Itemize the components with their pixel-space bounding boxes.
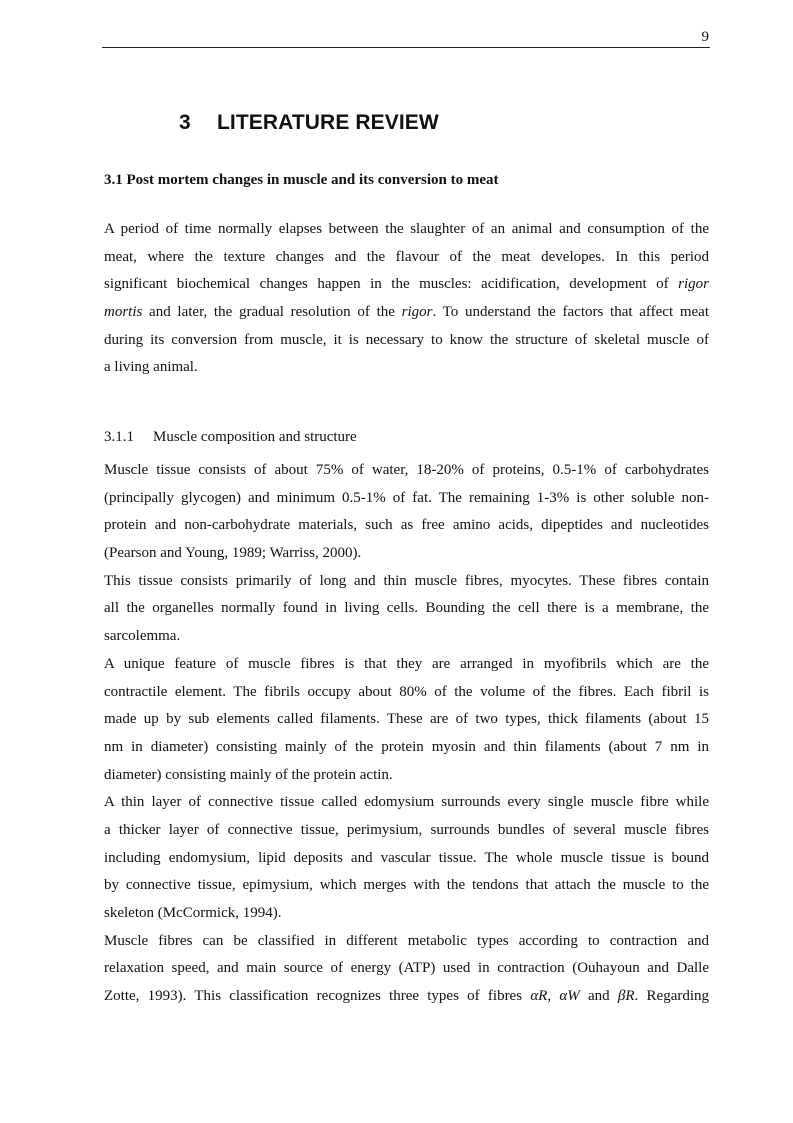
italic-term: rigor (678, 276, 710, 293)
text-line: all the organelles normally found in living cells. Bounding the cell there is a membrane, the (104, 600, 709, 617)
page-number: 9 (701, 29, 709, 45)
text-line (104, 299, 709, 327)
fibre-type-alpha-r: αR (530, 988, 548, 1005)
section-title: 3.1 Post mortem changes in muscle and its conversion to meat (104, 172, 499, 188)
fibre-type-beta-r: βR (617, 988, 635, 1005)
text-line: sarcolemma. (104, 628, 181, 645)
text-line: a living animal. (104, 359, 198, 376)
text-line: A period of time normally elapses between the slaughter of an animal and consumption of the (104, 221, 709, 237)
header-rule (102, 47, 710, 48)
text-line: Muscle tissue consists of about 75% of water, 18-20% of proteins, 0.5-1% of carbohydrates (104, 462, 709, 478)
chapter-title (179, 111, 439, 135)
text-line: protein and non-carbohydrate materials, such as free amino acids, dipeptides and nucleotides (104, 517, 709, 534)
text-fragment: Zotte, 1993). This classification recognizes three types of fibres (104, 988, 531, 1005)
text-line: diameter) consisting mainly of the protein actin. (104, 766, 393, 783)
chapter-title-text: LITERATURE REVIEW (217, 111, 439, 134)
chapter-number: 3 (179, 111, 191, 134)
text-fragment: . Regarding (634, 988, 710, 1005)
text-line: by connective tissue, epimysium, which merges with the tendons that attach the muscle to the (104, 877, 709, 894)
intro-paragraph (104, 216, 709, 382)
text-fragment: . To understand the factors that affect meat (432, 304, 709, 321)
text-line: relaxation speed, and main source of energy (ATP) used in contraction (Ouhayoun and Dalle (104, 960, 709, 977)
text-line: including endomysium, lipid deposits and vascular tissue. The whole muscle tissue is bound (104, 849, 709, 866)
text-line: a thicker layer of connective tissue, perimysium, surrounds bundles of several muscle fibres (104, 821, 709, 838)
text-line: Muscle fibres can be classified in different metabolic types according to contraction and (104, 932, 709, 949)
text-line: nm in diameter) consisting mainly of the protein myosin and thin filaments (about 7 nm in (104, 738, 709, 755)
text-line: meat, where the texture changes and the flavour of the meat developes. In this period (104, 248, 709, 265)
text-line: (Pearson and Young, 1989; Warriss, 2000). (104, 545, 362, 562)
subsection-title (104, 429, 357, 446)
text-line: A thin layer of connective tissue called edomysium surrounds every single muscle fibre while (104, 794, 709, 811)
text-line: A unique feature of muscle fibres is that they are arranged in myofibrils which are the (104, 655, 709, 672)
text-fragment: and (579, 988, 618, 1005)
text-line: This tissue consists primarily of long and thin muscle fibres, myocytes. These fibres contain (104, 572, 709, 589)
text-fragment: significant biochemical changes happen in the muscles: acidification, development of (104, 276, 669, 293)
subsection-number: 3.1.1 (104, 429, 134, 445)
body-text (104, 457, 709, 1011)
italic-term: rigor (401, 304, 433, 321)
text-line: skeleton (McCormick, 1994). (104, 905, 282, 921)
text-line: contractile element. The fibrils occupy about 80% of the volume of the fibres. Each fibril is (104, 683, 709, 700)
text-fragment: and later, the gradual resolution of the (142, 304, 402, 321)
text-line: (principally glycogen) and minimum 0.5-1% of fat. The remaining 1-3% is other soluble non- (104, 489, 709, 506)
text-line (104, 271, 709, 299)
italic-term: mortis (104, 304, 143, 321)
fibre-type-alpha-w: αW (559, 988, 580, 1005)
text-fragment: , (547, 988, 560, 1005)
text-line (104, 983, 709, 1011)
text-line: made up by sub elements called filaments. These are of two types, thick filaments (about 15 (104, 711, 709, 728)
text-line: during its conversion from muscle, it is necessary to know the structure of skeletal muscle of (104, 331, 709, 348)
subsection-title-text: Muscle composition and structure (153, 429, 357, 445)
